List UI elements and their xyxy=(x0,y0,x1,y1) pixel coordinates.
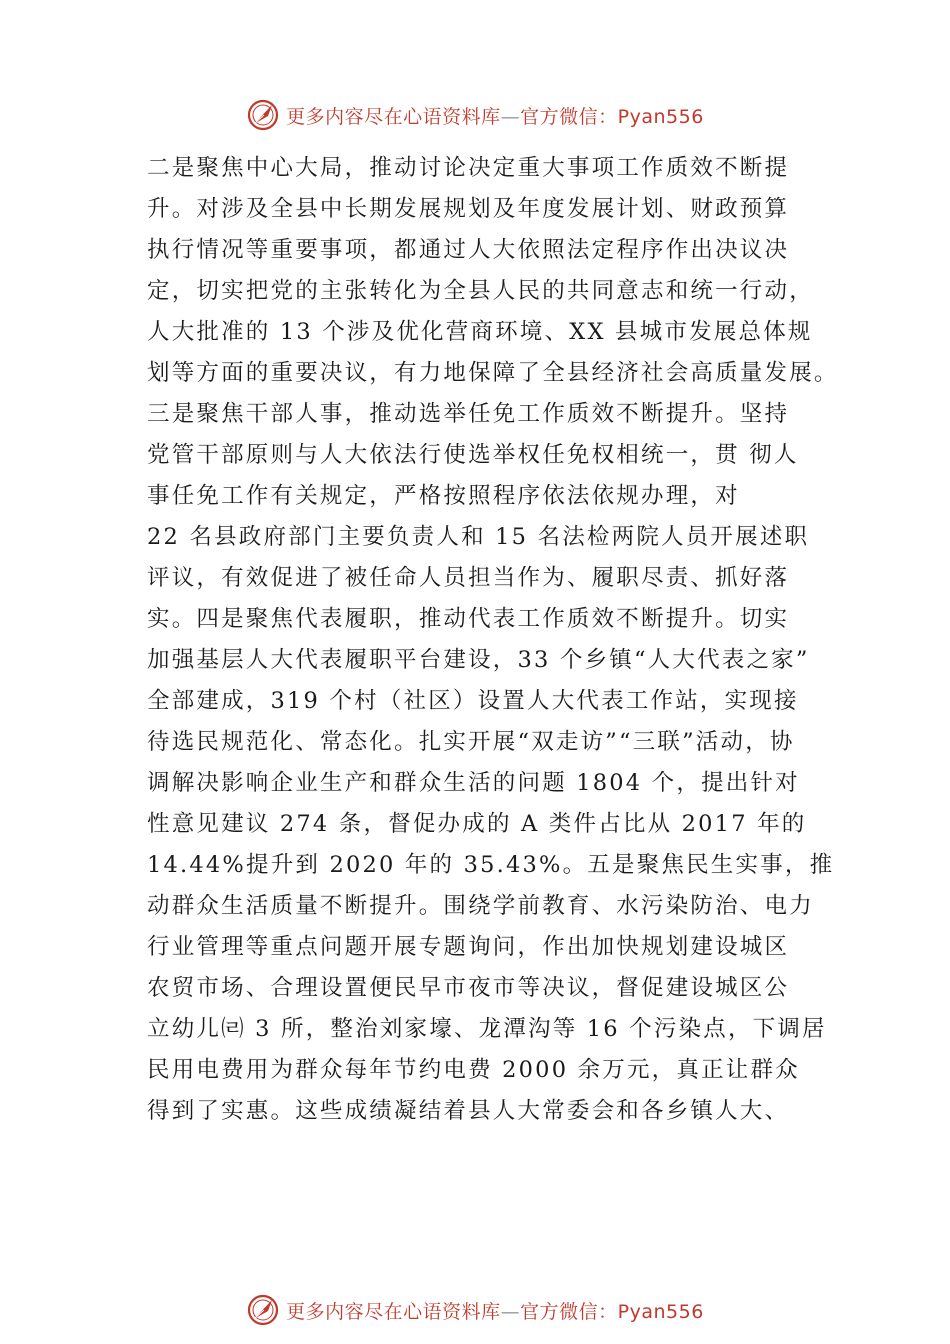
watermark-separator: — xyxy=(500,1300,521,1323)
text-line: 行业管理等重点问题开展专题询问，作出加快规划建设城区 xyxy=(147,934,790,960)
text-line: 动群众生活质量不断提升。围绕学前教育、水污染防治、电力 xyxy=(147,893,814,919)
document-body xyxy=(147,148,847,1132)
quill-seal-icon xyxy=(246,98,280,132)
text-line: 划等方面的重要决议，有力地保障了全县经济社会高质量发展。 xyxy=(147,360,839,386)
text-line: 调解决影响企业生产和群众生活的问题 1804 个，提出针对 xyxy=(147,770,800,796)
watermark-main-text: 更多内容尽在心语资料库 xyxy=(286,105,501,128)
footer-watermark xyxy=(0,1290,950,1330)
text-line: 待选民规范化、常态化。扎实开展“双走访”“三联”活动，协 xyxy=(147,729,795,755)
watermark-main-text: 更多内容尽在心语资料库 xyxy=(286,1300,501,1323)
text-line: 事任免工作有关规定，严格按照程序依法依规办理，对 xyxy=(147,483,740,509)
watermark-contact-text: 官方微信：Pyan556 xyxy=(520,1300,704,1323)
text-line: 执行情况等重要事项，都通过人大依照法定程序作出决议决 xyxy=(147,237,790,263)
watermark-text xyxy=(286,1297,704,1324)
text-line: 民用电费用为群众每年节约电费 2000 余万元，真正让群众 xyxy=(147,1057,800,1083)
watermark-contact-text: 官方微信：Pyan556 xyxy=(520,105,704,128)
quill-seal-icon xyxy=(246,1293,280,1327)
text-line: 升。对涉及全县中长期发展规划及年度发展计划、财政预算 xyxy=(147,196,790,222)
watermark-separator: — xyxy=(500,105,521,128)
text-line: 评议，有效促进了被任命人员担当作为、履职尽责、抓好落 xyxy=(147,565,790,591)
text-line: 实。四是聚焦代表履职，推动代表工作质效不断提升。切实 xyxy=(147,606,790,632)
text-line: 三是聚焦干部人事，推动选举任免工作质效不断提升。坚持 xyxy=(147,401,790,427)
text-line: 党管干部原则与人大依法行使选举权任免权相统一，贯 彻人 xyxy=(147,442,799,468)
text-line: 人大批准的 13 个涉及优化营商环境、XX 县城市发展总体规 xyxy=(147,319,813,345)
text-line: 性意见建议 274 条，督促办成的 A 类件占比从 2017 年的 xyxy=(147,811,807,837)
text-line: 定，切实把党的主张转化为全县人民的共同意志和统一行动， xyxy=(147,278,814,304)
text-line: 农贸市场、合理设置便民早市夜市等决议，督促建设城区公 xyxy=(147,975,790,1001)
text-line: 立幼儿㈃ 3 所，整治刘家壕、龙潭沟等 16 个污染点，下调居 xyxy=(147,1016,827,1042)
text-line: 得到了实惠。这些成绩凝结着县人大常委会和各乡镇人大、 xyxy=(147,1098,790,1124)
text-line: 22 名县政府部门主要负责人和 15 名法检两院人员开展述职 xyxy=(147,524,810,550)
watermark-text xyxy=(286,102,704,129)
text-line: 全部建成，319 个村（社区）设置人大代表工作站，实现接 xyxy=(147,688,799,714)
header-watermark xyxy=(0,95,950,135)
text-line: 二是聚焦中心大局，推动讨论决定重大事项工作质效不断提 xyxy=(147,155,790,181)
text-line: 14.44%提升到 2020 年的 35.43%。五是聚焦民生实事，推 xyxy=(147,852,835,878)
text-line: 加强基层人大代表履职平台建设，33 个乡镇“人大代表之家” xyxy=(147,647,810,673)
